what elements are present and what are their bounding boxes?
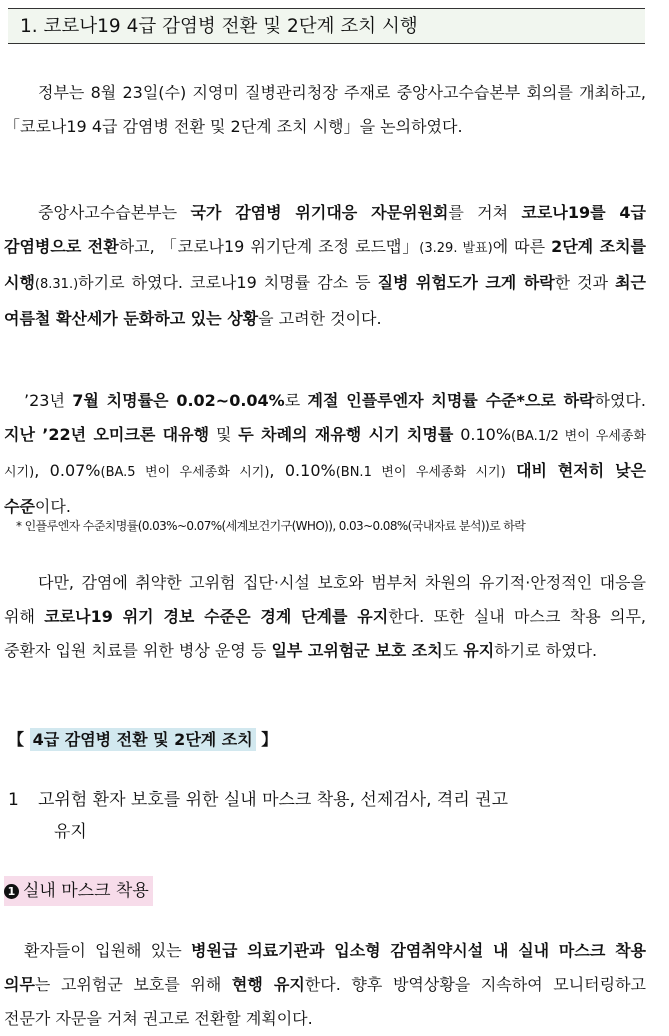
text-run: 환자들이 입원해 있는 [24, 941, 192, 960]
text-run: 한 것과 [554, 273, 616, 292]
sub-heading-text: 실내 마스크 착용 [23, 881, 149, 901]
numbered-item [8, 784, 648, 848]
text-run: 하기로 하였다. 코로나19 치명률 감소 등 [78, 273, 378, 292]
subsection-heading [8, 726, 277, 754]
text-run [506, 461, 516, 480]
bold-run: 현행 유지 [231, 975, 305, 994]
item-text-line: 고위험 환자 보호를 위한 실내 마스크 착용, 선제검사, 격리 권고 [38, 790, 508, 810]
text-run: , 0.10% [269, 461, 336, 480]
bracket-close: 】 [255, 730, 278, 749]
bold-run: 대비 현저히 낮은 수준 [4, 461, 646, 516]
text-run: 는 고위험군 보호를 위해 [34, 975, 232, 994]
small-run: (BA.5 변이 우세종화 시기) [100, 465, 270, 480]
small-run: (8.31.) [34, 277, 79, 292]
text-run: 로 [284, 391, 308, 410]
bold-run: 최근 여름철 확산세가 둔화하고 있는 상황 [4, 273, 646, 328]
sub-heading-mask [4, 876, 153, 906]
paragraph-mask [4, 934, 646, 1036]
small-run: (BN.1 변이 우세종화 시기) [335, 465, 506, 480]
bold-run: 코로나19를 4급 감염병으로 전환 [4, 203, 646, 256]
bold-run: 지난 ’22년 오미크론 대유행 [4, 425, 210, 444]
bold-run: 코로나19 위기 경보 수준은 경계 단계를 유지 [44, 607, 389, 626]
paragraph-meeting [4, 76, 646, 144]
text-run: , 0.07% [34, 461, 101, 480]
bold-run: 2단계 조치를 시행 [4, 237, 646, 292]
text-run: 하고, 「코로나19 위기단계 조정 로드맵」 [118, 237, 420, 256]
circled-number-icon: 1 [4, 884, 19, 899]
paragraph-transition [4, 196, 646, 336]
bold-run: 국가 감염병 위기대응 자문위원회 [190, 203, 449, 222]
bold-run: 병원급 의료기관과 입소형 감염취약시설 내 실내 마스크 착용 의무 [4, 941, 646, 994]
bold-run: 일부 고위험군 보호 조치 [271, 641, 443, 660]
bold-run: 계절 인플루엔자 치명률 수준*으로 하락 [307, 391, 595, 410]
text-run: 하였다. [594, 391, 646, 410]
paragraph-fatality-rate [4, 384, 646, 524]
paragraph-text: 정부는 8월 23일(수) 지영미 질병관리청장 주재로 중앙사고수습본부 회의를 개최하고, 「코로나19 4급 감염병 전환 및 2단계 조치 시행」을 논의하였다. [4, 83, 646, 136]
bold-run: 질병 위험도가 크게 하락 [377, 273, 555, 292]
section-title: 1. 코로나19 4급 감염병 전환 및 2단계 조치 시행 [8, 8, 645, 44]
text-run: 를 거쳐 [448, 203, 522, 222]
text-run: 및 [209, 425, 239, 444]
text-run: 0.10% [453, 425, 512, 444]
subsection-heading-text: 4급 감염병 전환 및 2단계 조치 [30, 728, 256, 751]
item-text-line: 유지 [54, 822, 87, 842]
item-number: 1 [8, 790, 19, 810]
text-run: 다만, 감염에 취약한 고위험 집단·시설 보호와 범부처 차원의 유기적·안정적인 대응을 위해 [4, 573, 646, 626]
text-run: 을 고려한 것이다. [258, 309, 382, 328]
small-run: (BA.1/2 변이 우세종화 시기) [4, 429, 646, 480]
text-run: ’23년 [24, 391, 73, 410]
paragraph-alert-level [4, 566, 646, 668]
bold-run: 7월 치명률은 0.02~0.04% [72, 391, 285, 410]
text-run: 한다. 향후 방역상황을 지속하여 모니터링하고 전문가 자문을 거쳐 권고로 전환할 계획이다. [4, 975, 646, 1028]
text-run: 도 [442, 641, 464, 660]
bold-run: 유지 [463, 641, 495, 660]
text-run: 에 따른 [492, 237, 552, 256]
bracket-open: 【 [8, 730, 30, 749]
text-run: 한다. 또한 실내 마스크 착용 의무, 중환자 입원 치료를 위한 병상 운영 등 [4, 607, 646, 660]
text-run: 중앙사고수습본부는 [38, 203, 191, 222]
bold-run: 두 차례의 재유행 시기 치명률 [238, 425, 454, 444]
text-run: 이다. [34, 497, 71, 516]
small-run: (3.29. 발표) [419, 241, 493, 256]
footnote: * 인플루엔자 수준치명률(0.03%~0.07%(세계보건기구(WHO)), 0.03~0.08%(국내자료 분석))로 하락 [16, 519, 526, 533]
text-run: 하기로 하였다. [494, 641, 598, 660]
